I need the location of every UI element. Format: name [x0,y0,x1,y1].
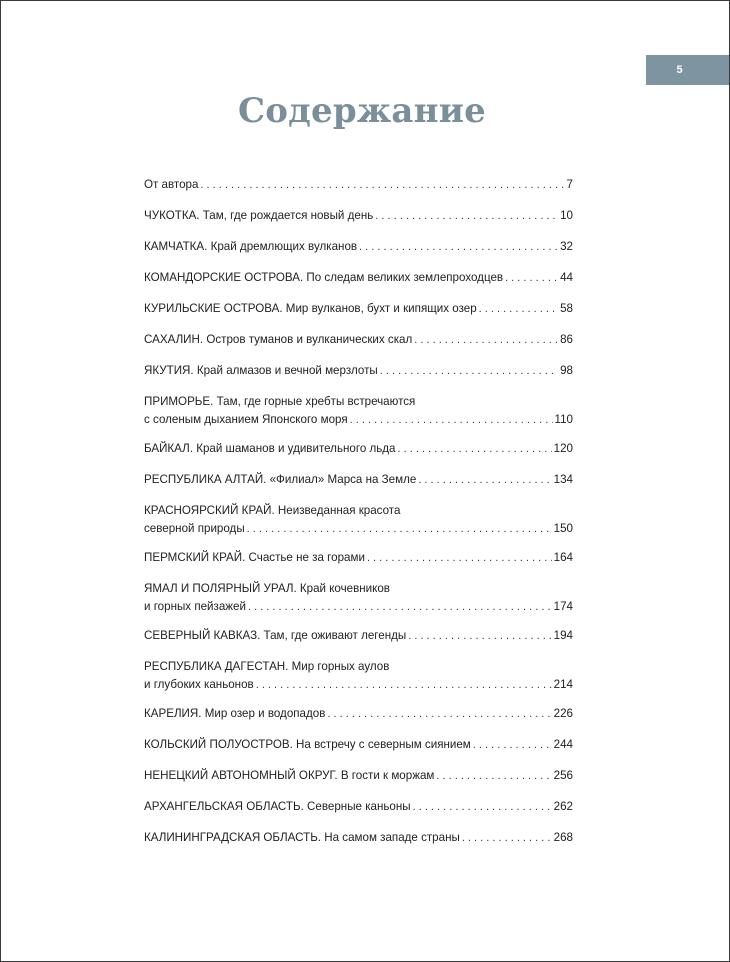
toc-entry-title: и глубоких каньонов [144,678,254,691]
dot-leader [367,549,552,567]
toc-entry[interactable] [144,549,573,567]
toc-entry[interactable] [144,362,573,380]
toc-page-number: 7 [566,178,573,191]
toc-entry-title: КУРИЛЬСКИЕ ОСТРОВА. Мир вулканов, бухт и кипящих озер [144,302,477,315]
dot-leader [414,331,558,349]
dot-leader [247,520,552,538]
toc-entry[interactable] [144,502,573,538]
toc-entry-line [144,362,573,380]
toc-entry-title: ПЕРМСКИЙ КРАЙ. Счастье не за горами [144,551,365,564]
toc-page-number: 226 [553,707,573,720]
toc-page-number: 58 [560,302,573,315]
toc-entry-title: с соленым дыханием Японского моря [144,413,348,426]
dot-leader [408,627,551,645]
dot-leader [327,705,551,723]
toc-page-number: 214 [553,678,573,691]
dot-leader [200,176,564,194]
toc-entry[interactable] [144,736,573,754]
toc-entry[interactable] [144,471,573,489]
toc-entry[interactable] [144,767,573,785]
toc-entry-title: ПРИМОРЬЕ. Там, где горные хребты встречаются [144,395,416,408]
toc-entry[interactable] [144,829,573,847]
toc-entry[interactable] [144,580,573,616]
toc-page-number: 110 [554,413,573,426]
toc-page-number: 268 [553,831,573,844]
toc-entry-line [144,238,573,256]
toc-entry-line [144,798,573,816]
toc-entry-title: БАЙКАЛ. Край шаманов и удивительного льда [144,442,396,455]
toc-page-number: 164 [553,551,573,564]
toc-entry-title: ЯМАЛ И ПОЛЯРНЫЙ УРАЛ. Край кочевников [144,582,390,595]
toc-entry[interactable] [144,705,573,723]
toc-entry-line [144,269,573,287]
toc-page-number: 134 [553,473,573,486]
toc-entry-line [144,658,573,676]
toc-page-number: 256 [553,769,573,782]
toc-entry-line [144,676,573,694]
toc-page-number: 10 [560,209,573,222]
toc-entry-line [144,411,573,429]
toc-entry-title: КАЛИНИНГРАДСКАЯ ОБЛАСТЬ. На самом западе страны [144,831,460,844]
toc-entry[interactable] [144,331,573,349]
toc-page-number: 98 [560,364,573,377]
toc-entry-title: НЕНЕЦКИЙ АВТОНОМНЫЙ ОКРУГ. В гости к моржам [144,769,435,782]
toc-entry[interactable] [144,440,573,458]
toc-entry[interactable] [144,798,573,816]
toc-entry-line [144,471,573,489]
toc-page-number: 174 [553,600,573,613]
toc-entry-line [144,705,573,723]
dot-leader [398,440,552,458]
toc-entry-line [144,767,573,785]
dot-leader [505,269,558,287]
dot-leader [473,736,552,754]
toc-entry-title: КРАСНОЯРСКИЙ КРАЙ. Неизведанная красота [144,504,401,517]
toc-entry[interactable] [144,176,573,194]
toc-entry-title: АРХАНГЕЛЬСКАЯ ОБЛАСТЬ. Северные каньоны [144,800,411,813]
toc-entry-line [144,549,573,567]
toc-entry-title: КАМЧАТКА. Край дремлющих вулканов [144,240,358,253]
toc-page-number: 86 [560,333,573,346]
toc-page-number: 120 [553,442,573,455]
toc-entry-line [144,627,573,645]
toc-entry-line [144,502,573,520]
dot-leader [256,676,552,694]
toc-entry-title: КАРЕЛИЯ. Мир озер и водопадов [144,707,326,720]
dot-leader [380,362,558,380]
dot-leader [350,411,553,429]
toc-entry-line [144,393,573,411]
toc-page-number: 194 [553,629,573,642]
toc-entry-title: северной природы [144,522,245,535]
toc-entry-title: ЯКУТИЯ. Край алмазов и вечной мерзлоты [144,364,378,377]
page-title: Содержание [238,91,486,131]
dot-leader [413,798,552,816]
toc-page-number: 150 [553,522,573,535]
toc-entry-title: САХАЛИН. Остров туманов и вулканических скал [144,333,413,346]
dot-leader [462,829,552,847]
page-number: 5 [676,64,683,76]
toc-entry-title: и горных пейзажей [144,600,246,613]
dot-leader [418,471,551,489]
toc-entry[interactable] [144,207,573,225]
toc-entry-line [144,176,573,194]
toc-entry-line [144,580,573,598]
toc-entry-title: ЧУКОТКА. Там, где рождается новый день [144,209,374,222]
toc-page-number: 44 [560,271,573,284]
toc-entry-line [144,440,573,458]
toc-entry-title: КОЛЬСКИЙ ПОЛУОСТРОВ. На встречу с северным сиянием [144,738,471,751]
toc-entry-title: РЕСПУБЛИКА АЛТАЙ. «Филиал» Марса на Земле [144,473,417,486]
toc-entry[interactable] [144,300,573,318]
toc-page-number: 244 [553,738,573,751]
toc-entry-title: РЕСПУБЛИКА ДАГЕСТАН. Мир горных аулов [144,660,390,673]
toc-page-number: 32 [560,240,573,253]
toc-page-number: 262 [553,800,573,813]
toc-entry-line [144,207,573,225]
toc-entry-line [144,829,573,847]
dot-leader [375,207,558,225]
toc-entry-title: КОМАНДОРСКИЕ ОСТРОВА. По следам великих землепроходцев [144,271,504,284]
page-number-tab [646,55,729,85]
toc-entry[interactable] [144,238,573,256]
toc-entry-title: СЕВЕРНЫЙ КАВКАЗ. Там, где оживают легенды [144,629,407,642]
toc-entry-line [144,736,573,754]
dot-leader [479,300,558,318]
toc-entry[interactable] [144,269,573,287]
toc-entry-line [144,598,573,616]
toc-entry[interactable] [144,393,573,429]
toc-entry-line [144,331,573,349]
toc-entry[interactable] [144,658,573,694]
dot-leader [359,238,558,256]
toc-entry-line [144,300,573,318]
toc-entry-line [144,520,573,538]
dot-leader [248,598,552,616]
toc-entry-title: От автора [144,178,199,191]
dot-leader [436,767,551,785]
toc-entry[interactable] [144,627,573,645]
